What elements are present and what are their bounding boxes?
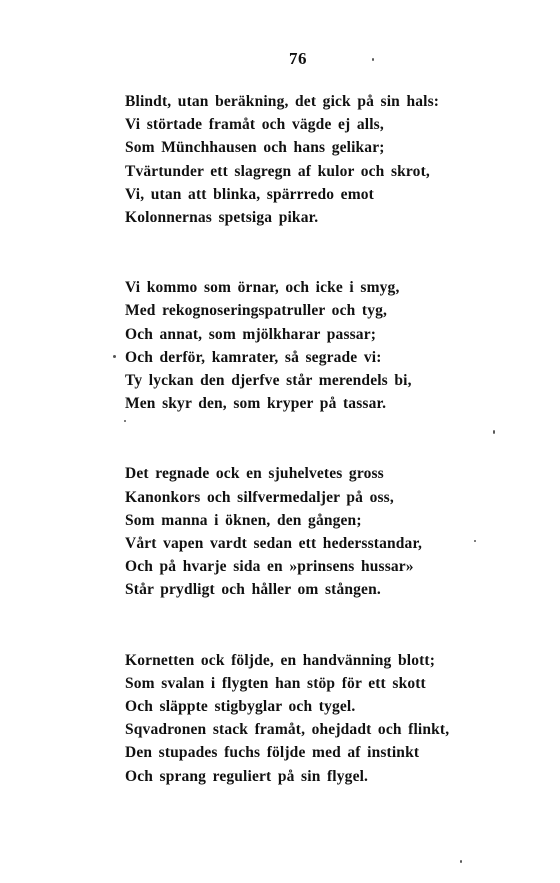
stanza-2 <box>125 276 485 415</box>
verse-line: Den stupades fuchs följde med af instinkt <box>125 744 420 762</box>
scan-speck <box>124 420 126 422</box>
verse-line: Tvärtunder ett slagregn af kulor och skrot, <box>125 162 430 180</box>
verse-line: Vi, utan att blinka, spärrredo emot <box>125 185 374 203</box>
scan-speck <box>113 355 116 358</box>
verse-line: Sqvadronen stack framåt, ohejdadt och flinkt, <box>125 721 450 739</box>
verse-line: Som Münchhausen och hans gelikar; <box>125 139 385 157</box>
verse-line: Men skyr den, som kryper på tassar. <box>125 395 387 413</box>
verse-line: Som manna i öknen, den gången; <box>125 511 362 529</box>
poem <box>125 90 485 788</box>
scan-speck <box>493 430 495 434</box>
verse-line: Det regnade ock en sjuhelvetes gross <box>125 465 384 483</box>
page-number: 76 <box>289 49 307 68</box>
scan-speck <box>372 58 374 61</box>
verse-line: Blindt, utan beräkning, det gick på sin hals: <box>125 93 440 110</box>
verse-line: Och sprang reguliert på sin flygel. <box>125 767 369 785</box>
verse-line: Vi störtade framåt och vägde ej alls, <box>125 116 384 134</box>
scan-speck <box>474 540 476 542</box>
verse-line: Kornetten ock följde, en handvänning blott; <box>125 651 436 669</box>
verse-line: Kolonnernas spetsiga pikar. <box>125 209 319 227</box>
verse-line: Kanonkors och silfvermedaljer på oss, <box>125 488 394 506</box>
verse-line: Vårt vapen vardt sedan ett hedersstandar, <box>125 535 423 553</box>
verse-line: Med rekognoseringspatruller och tyg, <box>125 302 388 320</box>
verse-line: Ty lyckan den djerfve står merendels bi, <box>125 372 412 390</box>
scan-speck <box>460 860 462 863</box>
verse-line: Och annat, som mjölkharar passar; <box>125 325 377 343</box>
stanza-3 <box>125 462 485 601</box>
verse-line: Vi kommo som örnar, och icke i smyg, <box>125 279 400 297</box>
verse-line: Och släppte stigbyglar och tygel. <box>125 698 356 716</box>
verse-line: Och derför, kamrater, så segrade vi: <box>125 348 382 366</box>
stanza-1 <box>125 90 485 229</box>
verse-line: Och på hvarje sida en »prinsens hussar» <box>125 558 414 576</box>
verse-line: Som svalan i flygten han stöp för ett skott <box>125 674 426 692</box>
stanza-4 <box>125 649 485 788</box>
verse-line: Står prydligt och håller om stången. <box>125 581 381 599</box>
